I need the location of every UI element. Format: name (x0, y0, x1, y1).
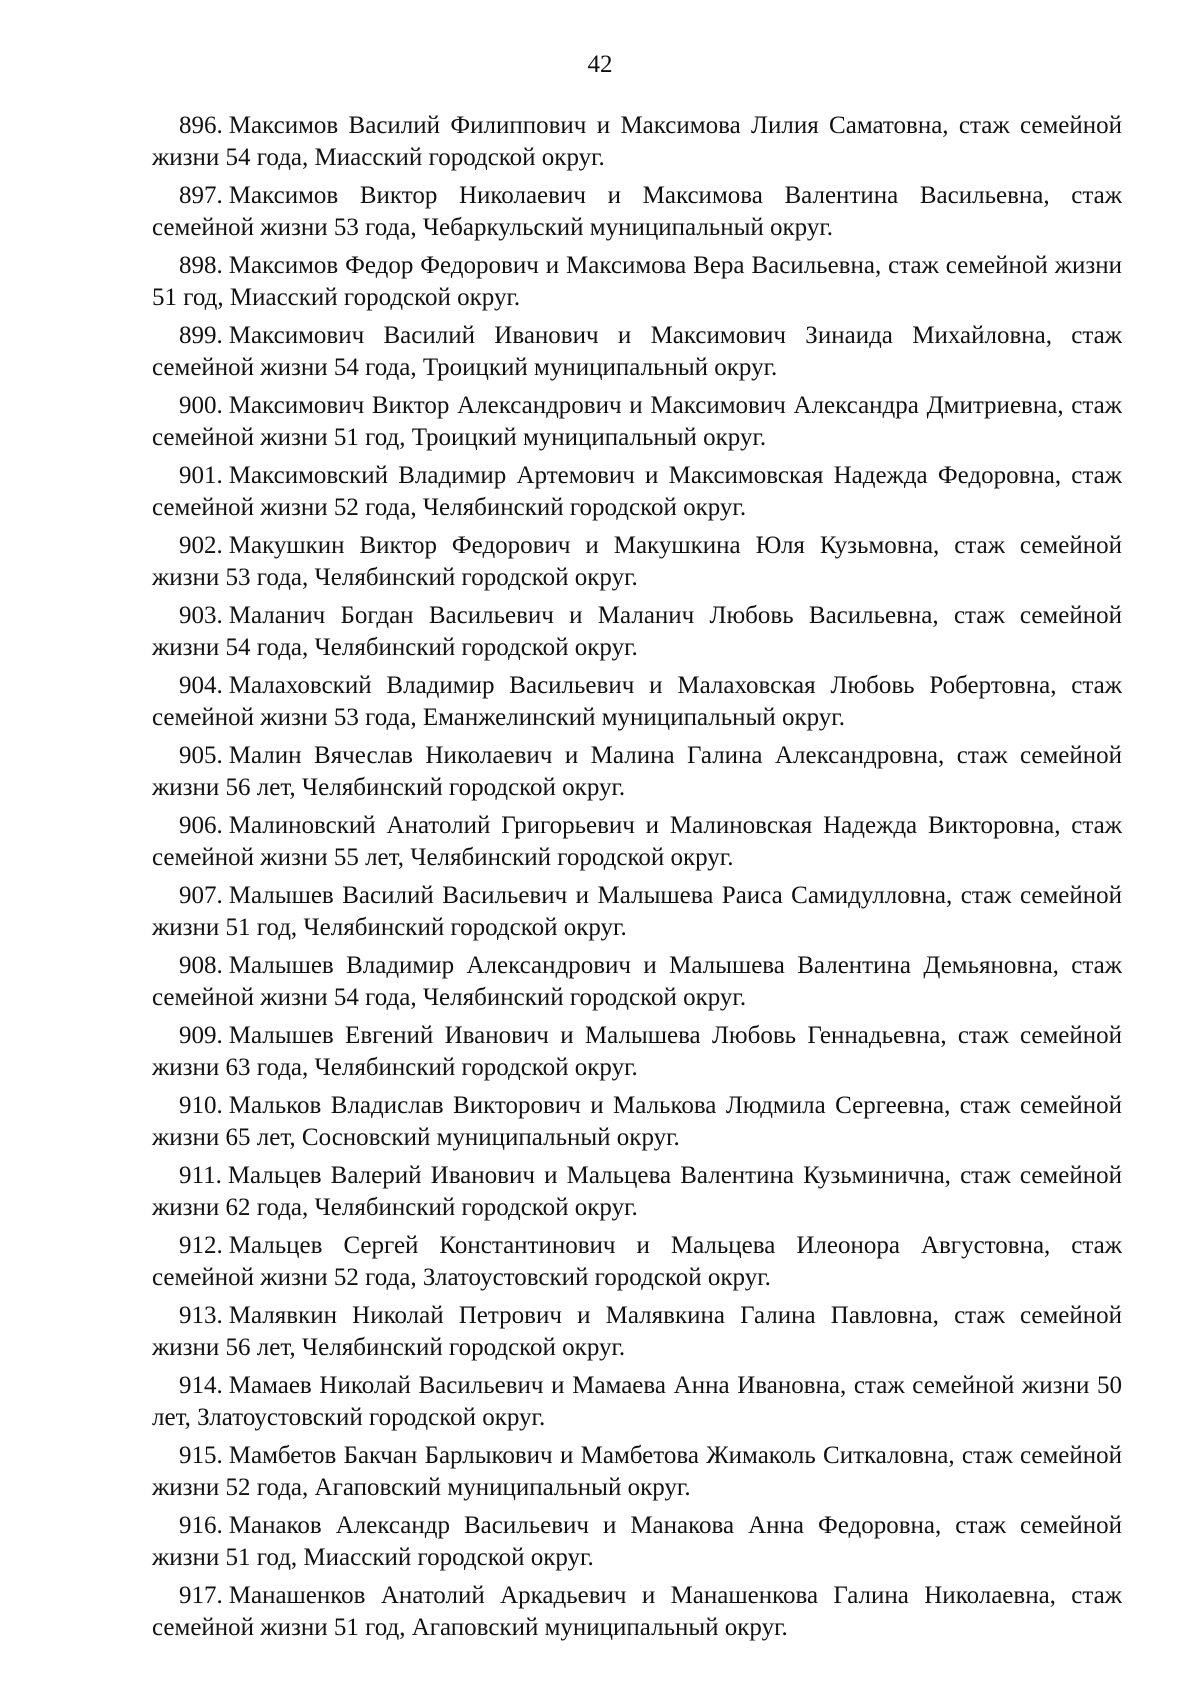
entry-text: Максимовский Владимир Артемович и Максимовская Надежда Федоровна, стаж семейной жизни 52 года, Челябинский городской округ. (152, 462, 1122, 521)
entry-number: 908. (179, 952, 223, 979)
entry-number: 913. (179, 1302, 223, 1329)
list-item (152, 1580, 1122, 1644)
list-item (152, 600, 1122, 664)
entry-text: Маланич Богдан Васильевич и Маланич Любовь Васильевна, стаж семейной жизни 54 года, Челябинский городской округ. (152, 602, 1122, 661)
list-item (152, 180, 1122, 244)
list-item (152, 530, 1122, 594)
entry-number: 898. (179, 252, 223, 279)
entry-number: 897. (179, 182, 223, 209)
entry-text: Манашенков Анатолий Аркадьевич и Манашенкова Галина Николаевна, стаж семейной жизни 51 год, Агаповский муниципальный округ. (152, 1582, 1122, 1641)
entry-number: 900. (179, 392, 223, 419)
entry-text: Максимов Василий Филиппович и Максимова Лилия Саматовна, стаж семейной жизни 54 года, Миасский городской округ. (152, 112, 1122, 171)
entry-number: 901. (179, 462, 223, 489)
entry-number: 906. (179, 812, 223, 839)
list-item (152, 110, 1122, 174)
entry-number: 904. (179, 672, 223, 699)
entry-text: Малышев Владимир Александрович и Малышева Валентина Демьяновна, стаж семейной жизни 54 года, Челябинский городской округ. (152, 952, 1122, 1011)
entry-number: 905. (179, 742, 223, 769)
list-item (152, 950, 1122, 1014)
entry-number: 899. (179, 322, 223, 349)
entry-text: Малышев Василий Васильевич и Малышева Раиса Самидулловна, стаж семейной жизни 51 год, Челябинский городской округ. (152, 882, 1122, 941)
list-item (152, 1230, 1122, 1294)
entry-number: 914. (179, 1372, 223, 1399)
entry-number: 909. (179, 1022, 223, 1049)
entry-text: Мамбетов Бакчан Барлыкович и Мамбетова Жимаколь Ситкаловна, стаж семейной жизни 52 года, Агаповский муниципальный округ. (152, 1442, 1122, 1501)
entry-number: 910. (179, 1092, 223, 1119)
list-item (152, 1510, 1122, 1574)
list-item (152, 740, 1122, 804)
entry-text: Малявкин Николай Петрович и Малявкина Галина Павловна, стаж семейной жизни 56 лет, Челябинский городской округ. (152, 1302, 1122, 1361)
entry-number: 896. (179, 112, 223, 139)
list-item (152, 1160, 1122, 1224)
list-item (152, 1090, 1122, 1154)
entry-number: 907. (179, 882, 223, 909)
entry-text: Максимов Виктор Николаевич и Максимова Валентина Васильевна, стаж семейной жизни 53 года, Чебаркульский муниципальный округ. (152, 182, 1122, 241)
entry-text: Манаков Александр Васильевич и Манакова Анна Федоровна, стаж семейной жизни 51 год, Миасский городской округ. (152, 1512, 1122, 1571)
entry-text: Максимович Виктор Александрович и Максимович Александра Дмитриевна, стаж семейной жизни 51 год, Троицкий муниципальный округ. (152, 392, 1122, 451)
entry-number: 916. (179, 1512, 223, 1539)
page-number: 42 (587, 51, 613, 78)
entry-number: 915. (179, 1442, 223, 1469)
entry-number: 903. (179, 602, 223, 629)
entry-number: 912. (179, 1232, 223, 1259)
list-item (152, 1020, 1122, 1084)
entry-number: 911. (179, 1162, 222, 1189)
entry-text: Малиновский Анатолий Григорьевич и Малиновская Надежда Викторовна, стаж семейной жизни 55 лет, Челябинский городской округ. (152, 812, 1122, 871)
entry-text: Мамаев Николай Васильевич и Мамаева Анна Ивановна, стаж семейной жизни 50 лет, Златоустовский городской округ. (152, 1372, 1122, 1431)
entry-number: 917. (179, 1582, 223, 1609)
list-item (152, 1370, 1122, 1434)
list-item (152, 1440, 1122, 1504)
entry-text: Мальцев Сергей Константинович и Мальцева Илеонора Августовна, стаж семейной жизни 52 года, Златоустовский городской округ. (152, 1232, 1122, 1291)
list-item (152, 250, 1122, 314)
entry-text: Макушкин Виктор Федорович и Макушкина Юля Кузьмовна, стаж семейной жизни 53 года, Челябинский городской округ. (152, 532, 1122, 591)
list-item (152, 320, 1122, 384)
list-item (152, 390, 1122, 454)
entry-list (152, 110, 1122, 1650)
entry-text: Малышев Евгений Иванович и Малышева Любовь Геннадьевна, стаж семейной жизни 63 года, Челябинский городской округ. (152, 1022, 1122, 1081)
entry-text: Малин Вячеслав Николаевич и Малина Галина Александровна, стаж семейной жизни 56 лет, Челябинский городской округ. (152, 742, 1122, 801)
entry-number: 902. (179, 532, 223, 559)
list-item (152, 880, 1122, 944)
entry-text: Мальцев Валерий Иванович и Мальцева Валентина Кузьминична, стаж семейной жизни 62 года, Челябинский городской округ. (152, 1162, 1122, 1221)
entry-text: Мальков Владислав Викторович и Малькова Людмила Сергеевна, стаж семейной жизни 65 лет, Сосновский муниципальный округ. (152, 1092, 1122, 1151)
list-item (152, 810, 1122, 874)
entry-text: Малаховский Владимир Васильевич и Малаховская Любовь Робертовна, стаж семейной жизни 53 года, Еманжелинский муниципальный округ. (152, 672, 1122, 731)
list-item (152, 460, 1122, 524)
list-item (152, 1300, 1122, 1364)
entry-text: Максимов Федор Федорович и Максимова Вера Васильевна, стаж семейной жизни 51 год, Миасский городской округ. (152, 252, 1122, 311)
entry-text: Максимович Василий Иванович и Максимович Зинаида Михайловна, стаж семейной жизни 54 года, Троицкий муниципальный округ. (152, 322, 1122, 381)
list-item (152, 670, 1122, 734)
